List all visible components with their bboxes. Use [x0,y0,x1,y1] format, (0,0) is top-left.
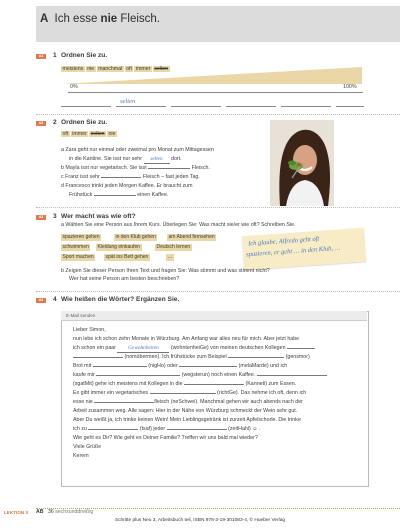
word: selten [90,131,105,137]
word: nie [87,66,95,72]
answer-blank[interactable] [228,357,284,358]
email-line: ich schon ein paar Gewohnheiten (wohntenheiGe) von meinen deutschen Kollegen [73,345,315,353]
exercise-3-b-line1: b Zeigen Sie dieser Person Ihren Text und fragen Sie: Was stimmt und was stimmt nicht? [61,268,270,274]
activity-chip: in den Klub gehen [115,234,156,240]
answer-blank[interactable] [88,429,138,430]
email-closing: Viele Grüße [73,444,102,450]
example-answer: selten [120,98,136,105]
activity-chip: Sport machen [62,254,94,260]
answer-blank[interactable] [167,429,227,430]
answer-blank[interactable] [61,106,111,107]
note-line-1: Ich glaube, Alfredo geht oft [247,235,320,248]
email-line: (nomübermen). Ich frühstücke zum Beispiel (gensmor) [73,354,310,361]
footer-lektion: LEKTION 3 [4,510,28,515]
email-line: Es gibt immer ein vegetarisches (richtGe). Das nehme ich oft, denn ich [73,390,307,396]
note-line-2: spazieren, er geht … in den Klub, … [245,244,341,259]
word: immer [72,131,87,137]
exercise-3-title: Wer macht was wie oft? [61,213,136,220]
footer-credit: Schritte plus Neu 3, Arbeitsbuch teil, ISBN 978-3-19-301083-4, © Hueber Verlag [114,518,286,523]
answer-blank[interactable] [116,106,166,107]
email-line: (sgatMit) gehe ich meistens mit Kollegen in die (Kanneti) zum Essen. [73,381,297,387]
frequency-wedge [61,67,363,85]
scale-start-label: 0% [70,84,78,90]
activity-chip: Deutsch lernen [156,244,191,250]
item-a-line1: a Zara geht nur einmal oder zweimal pro Monat zum Mittagessen [61,147,214,153]
word: manchmal [98,66,123,72]
scale-end-label: 100% [343,84,357,90]
item-b: b Mayla isst nur vegetarisch. Sie isst Fleisch. [61,165,210,171]
exercise-4-tag: A4 [36,298,46,303]
exercise-3-b-line2: Wer hat seine Person am besten beschrieben? [69,276,180,282]
exercise-2-title: Ordnen Sie zu. [61,119,108,126]
exercise-4-title: Wie heißen die Wörter? Ergänzen Sie. [61,296,180,303]
activity-chip: spät ins Bett gehen [105,254,149,260]
exercise-3-number: 3 [53,213,57,220]
answer-blank[interactable] [171,106,221,107]
answer-blank[interactable] [101,177,141,178]
footer-page [36,509,93,516]
footer-page-word: sechsunddreißig [55,509,94,515]
answer-blank[interactable] [281,106,331,107]
example-answer: selten [144,156,170,164]
answer-blank[interactable] [150,393,216,394]
word: oft [62,131,69,137]
email-signature: Kerem [73,453,89,459]
item-d-line2: Frühstück einen Kaffee. [69,192,169,198]
footer-ab: AB [36,509,44,515]
example-answer: Gewohnheiten [117,345,169,353]
activity-chip: spazieren gehen [62,234,100,240]
exercise-4-number: 4 [53,296,57,303]
activity-chip: … [167,254,173,260]
woman-eating-salad-photo [270,120,334,206]
title-post: Fleisch. [117,13,160,25]
answer-blank[interactable] [179,366,237,367]
footer-page-number: 36 [47,509,54,515]
divider [36,291,400,292]
word: selten [154,66,169,72]
answer-blank[interactable] [94,402,154,403]
title-bold: nie [100,13,118,25]
exercise-3-tag: A3 [36,215,46,220]
item-c: c Franz isst sehr Fleisch – fast jeden Tag. [61,174,200,180]
answer-blank[interactable] [336,106,364,107]
answer-blank[interactable] [148,168,190,169]
email-line: Arbeit zusammen weg. Alle sagen: Hier in der Nähe von Würzburg schmeckt der Wein sehr gut. [73,408,298,414]
answer-blank[interactable] [287,348,315,349]
word: oft [126,66,132,72]
exercise-2-number: 2 [53,119,57,126]
exercise-1-title: Ordnen Sie zu. [61,52,108,59]
title-pre: Ich esse [54,13,101,25]
answer-blank[interactable] [257,375,327,376]
email-header-bar [61,311,367,321]
answer-blank[interactable] [226,106,276,107]
answer-blank[interactable] [96,375,180,376]
email-line: Wie geht es Dir? Wie geht es Deiner Familie? Treffen wir uns bald mal wieder? [73,435,258,441]
item-d-line1: d Francesco trinkt jeden Morgen Kaffee. Er braucht zum [61,183,193,189]
answer-blank[interactable] [94,195,136,196]
item-a-line2: in die Kantine. Sie isst nur sehr selten dort. [69,156,182,162]
activity-chip: schwimmen [62,244,89,250]
word: nie [108,131,116,137]
exercise-1-tag: A1 [36,54,46,59]
answer-blank[interactable] [184,384,244,385]
activity-chip: am Abend fernsehen [168,234,215,240]
exercise-2-word-box [61,131,118,138]
word: meistens [62,66,84,72]
word: immer [135,66,151,72]
exercise-3-a-instruction: a Wählen Sie eine Person aus Ihrem Kurs. Überlegen Sie: Was macht sie/er wie oft? Schreiben Sie. [61,222,296,228]
exercise-2-tag: A2 [36,121,46,126]
email-line: ich zu (tsaf) jeder (zeitHahl) ☺ . [73,426,261,432]
email-line: esse nie fleisch (neSchwei). Manchmal gehen wir auch abends nach der [73,399,303,405]
section-title [40,13,160,25]
email-line: Brot mit (nigHo) oder (melaMarde) und ich [73,363,288,369]
frequency-scale-line [68,92,363,93]
email-line: Aber Du weißt ja, ich trinke keinen Wein! Mein Lieblingsgetränk ist zurzeit Apfelschorle. Die trinke [73,417,301,423]
email-greeting: Lieber Simon, [73,327,106,333]
email-send-label[interactable]: E-Mail senden [66,313,96,318]
section-letter: A [40,13,49,25]
answer-blank[interactable] [73,357,123,358]
email-line: nun lebe ich schon zehn Monate in Würzburg. Am Anfang war alles neu für mich. Aber jetzt habe [73,336,300,342]
exercise-1-number: 1 [53,52,57,59]
divider [36,207,400,208]
answer-blank[interactable] [93,366,147,367]
activity-chip: Kleidung einkaufen [97,244,141,250]
divider [36,114,400,115]
email-line: kaufe mir (wegsterun) noch einen Kaffee. [73,372,327,379]
